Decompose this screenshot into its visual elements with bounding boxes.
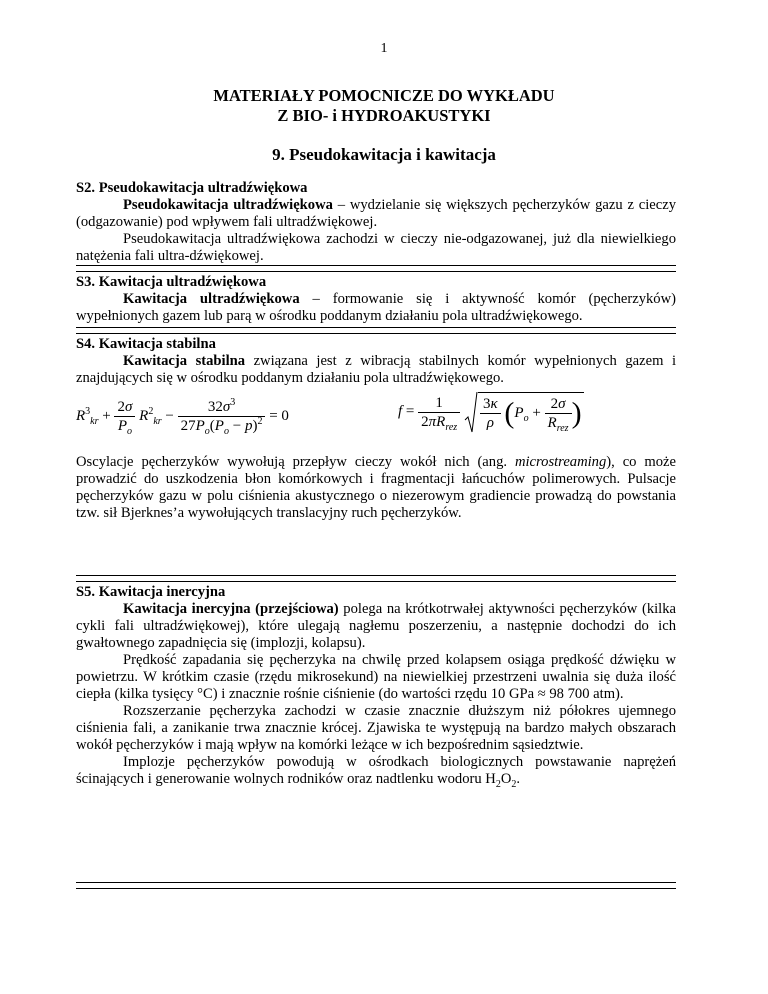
paragraph: Pseudokawitacja ultradźwiękowa zachodzi w cieczy nie-odgazowanej, już dla niewielkiego natężenia fali ultra-dźwiękowej. bbox=[76, 231, 676, 264]
title-line-1: MATERIAŁY POMOCNICZE DO WYKŁADU bbox=[213, 86, 555, 105]
paragraph: Kawitacja stabilna związana jest z wibracją stabilnych komór wypełnionych gazem i znajdujących się w ośrodku poddanym działaniu pola ultradźwiękowego. bbox=[76, 353, 677, 386]
separator bbox=[76, 575, 676, 582]
section-s3 bbox=[76, 274, 676, 325]
term: Kawitacja inercyjna (przejściowa) bbox=[123, 601, 339, 617]
separator bbox=[76, 327, 676, 334]
paragraph: Kawitacja ultradźwiękowa – formowanie się i aktywność komór (pęcherzyków) wypełnionych gazem lub parą w ośrodku poddanym działaniu pola ultradźwiękowego. bbox=[76, 291, 676, 324]
separator bbox=[76, 265, 676, 272]
section-s2 bbox=[76, 180, 676, 265]
sqrt-sign-icon bbox=[464, 392, 478, 434]
paragraph: Rozszerzanie pęcherzyka zachodzi w czasie znacznie dłuższym niż półokres ujemnego ciśnienia fali, a zanikanie trwa znacznie krócej. Zjawiska te występują na bardzo małych obszarach wokół pęcherzyków i mają wpływ na komórki leżące w ich bezpośrednim sąsiedztwie. bbox=[76, 703, 676, 753]
formula-resonance-frequency: f = $\frac{1}{2\pi R_{rez}}$ $\frac{3\kappa}{\rho}$ ($P_o$ + $\frac{2\sigma}{R_{rez}}$ ) bbox=[398, 392, 584, 432]
paragraph: Pseudokawitacja ultradźwiękowa – wydzielanie się większych pęcherzyków gazu z cieczy (odgazowanie) pod wpływem fali ultradźwiękowej. bbox=[76, 197, 676, 230]
paragraph: Prędkość zapadania się pęcherzyka na chwilę przed kolapsem osiąga prędkość dźwięku w powietrzu. W krótkim czasie (rzędu mikrosekund) na niewielkiej przestrzeni uwalnia się duża ilość ciepła (kilka tysięcy °C) i znacznie rośnie ciśnienie (do wartości rzędu 10 GPa ≈ 98 700 atm). bbox=[76, 652, 676, 702]
paragraph: Kawitacja inercyjna (przejściowa) polega na krótkotrwałej aktywności pęcherzyków (kilka cykli fali ultradźwiękowej), które ulegają nagłemu poszerzeniu, a następnie dochodzi do ich gwałtownego zapadnięcia się (implozji, kolapsu). bbox=[76, 601, 676, 651]
formula-critical-radius: $R^3_{kr}$ + $\frac{2\sigma}{P_o}$ $R^2_{kr}$ − $\frac{32\sigma^3}{27P_o(P_o - p)^2}$ = 0 bbox=[76, 397, 289, 437]
title-line-2: Z BIO- i HYDROAKUSTYKI bbox=[277, 106, 491, 125]
section-heading: S2. Pseudokawitacja ultradźwiękowa bbox=[76, 180, 308, 196]
paragraph: Oscylacje pęcherzyków wywołują przepływ cieczy wokół nich (ang. microstreaming), co może prowadzić do uszkodzenia błon komórkowych i fragmentacji łańcuchów polimerowych. Pulsacje pęcherzyków gazu w polu ciśnienia akustycznego o niezerowym gradiencie prowadzą do powstania tzw. sił Bjerknes’a wywołujących translacyjny ruch pęcherzyków. bbox=[76, 454, 676, 521]
document-title bbox=[0, 86, 768, 126]
paragraph: Implozje pęcherzyków powodują w ośrodkach biologicznych powstawanie naprężeń ścinających i generowanie wolnych rodników oraz nadtlenku wodoru $H_2O_2$. bbox=[76, 754, 676, 790]
emphasis: microstreaming bbox=[514, 454, 607, 470]
term: Pseudokawitacja ultradźwiękowa bbox=[123, 197, 333, 213]
term: Kawitacja ultradźwiękowa bbox=[123, 291, 300, 307]
section-heading: S3. Kawitacja ultradźwiękowa bbox=[76, 274, 267, 290]
term: Kawitacja stabilna bbox=[123, 353, 246, 369]
chapter-title: 9. Pseudokawitacja i kawitacja bbox=[272, 145, 496, 164]
section-heading: S5. Kawitacja inercyjna bbox=[76, 584, 226, 600]
section-s4 bbox=[76, 336, 676, 387]
page-number: 1 bbox=[380, 41, 388, 56]
section-s5 bbox=[76, 584, 676, 788]
section-heading: S4. Kawitacja stabilna bbox=[76, 336, 216, 352]
separator bbox=[76, 882, 676, 889]
section-s4-continued bbox=[76, 454, 676, 522]
